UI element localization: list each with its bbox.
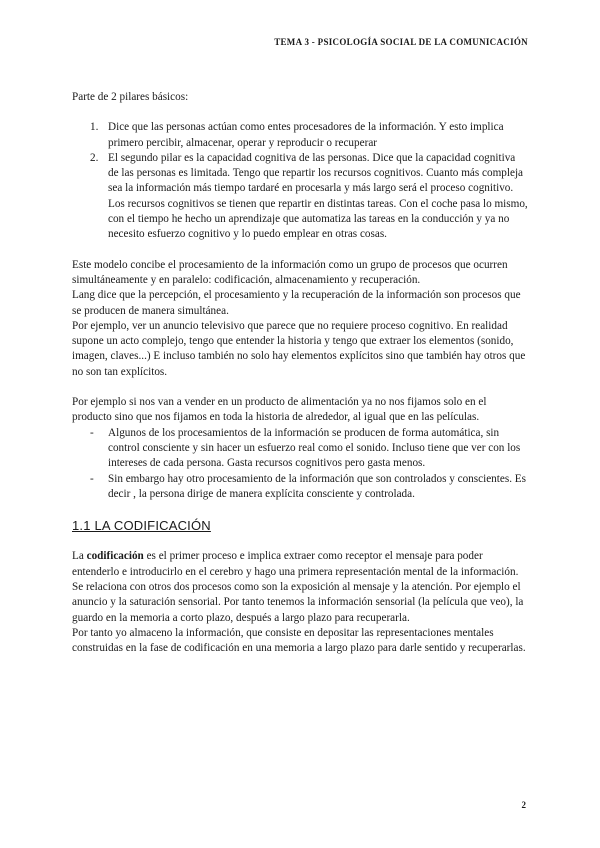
list-item-text: Sin embargo hay otro procesamiento de la información que son controlados y conscientes. Es decir , la persona dirige de manera explícita consciente y controlada. [108, 472, 526, 500]
model-paragraph-3: Por ejemplo, ver un anuncio televisivo que parece que no requiere proceso cognitivo. En realidad supone un acto complejo, tengo que entender la historia y tengo que extraer los elementos (sonido, imagen, claves...) E incluso también no solo hay elementos explícitos sino que también hay otros que no son tan explícitos. [72, 319, 526, 378]
section-heading: 1.1 LA CODIFICACIÓN [72, 518, 211, 534]
intro-paragraph: Parte de 2 pilares básicos: [72, 91, 189, 103]
list-item [72, 151, 528, 243]
model-paragraph-2: Lang dice que la percepción, el procesamiento y la recuperación de la información son procesos que se producen de manera simultánea. [72, 289, 521, 317]
list-number: 2. [90, 151, 99, 164]
list-item [72, 426, 528, 472]
list-item [72, 120, 528, 151]
bullet-dash: - [90, 426, 94, 439]
codificacion-paragraph-3: Por tanto yo almaceno la información, que consiste en depositar las representaciones mentales construidas en la fase de codificación en una memoria a largo plazo para darle sentido y recuperarlas. [72, 626, 526, 655]
codificacion-paragraph-2: Se relaciona con otros dos procesos como son la exposición al mensaje y la atención. Por ejemplo el anuncio y la saturación sensorial. Por tanto tenemos la información sensorial (la película que veo), la guardo en la memoria a corto plazo, después a largo plazo para recuperarla. [72, 581, 524, 624]
codificacion-paragraph-1 [72, 549, 528, 580]
list-item-text: El segundo pilar es la capacidad cognitiva de las personas. Dice que la capacidad cognitiva de las personas es limitada. Tengo que repartir los recursos cognitivos. Cuanto más compleja sea la información más tiempo tardaré en procesarla y más largo será el proceso cognitivo. Los recursos cognitivos se tienen que repartir en distintas tareas. Con el coche pasa lo mismo, con el tiempo he hecho un aprendizaje que automatiza las tareas en la conducción y ya no necesito esfuerzo cognitivo y lo puedo emplear en otras cosas. [108, 151, 528, 241]
list-number: 1. [90, 121, 99, 134]
processing-bullets [72, 426, 528, 502]
model-paragraph-1: Este modelo concibe el procesamiento de la información como un grupo de procesos que ocurren simultáneamente y en paralelo: codificación, almacenamiento y recuperación. [72, 258, 508, 286]
page-number: 2 [521, 800, 526, 810]
pillars-list [72, 120, 528, 242]
list-item-text: Dice que las personas actúan como entes procesadores de la información. Y esto implica primero percibir, almacenar, operar y reproducir o recuperar [108, 121, 504, 149]
list-item-text: Algunos de los procesamientos de la información se producen de forma automática, sin control consciente y sin hacer un esfuerzo real como el sonido. Incluso tiene que ver con los intereses de cada persona. Gasta recursos cognitivos pero gasta menos. [108, 426, 521, 470]
text-run: La [72, 550, 87, 563]
text-run: es el primer proceso e implica extraer como receptor el mensaje para poder entenderlo e introducirlo en el cerebro y hago una primera representación mental de la información. [72, 550, 519, 578]
bold-term: codificación [86, 550, 144, 563]
page-content [72, 90, 528, 657]
page-header: TEMA 3 - PSICOLOGÍA SOCIAL DE LA COMUNICACIÓN [274, 37, 528, 47]
food-paragraph: Por ejemplo si nos van a vender en un producto de alimentación ya no nos fijamos solo en el producto sino que nos fijamos en toda la historia de alrededor, al igual que en las películas. [72, 396, 487, 424]
list-item [72, 472, 528, 503]
bullet-dash: - [90, 472, 94, 485]
